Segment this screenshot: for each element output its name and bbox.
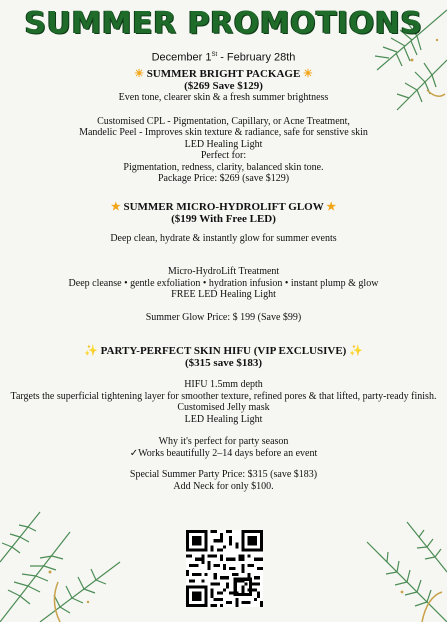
star-icon: ★ (326, 200, 337, 213)
sun-icon: ☀ (134, 68, 144, 81)
package-heading (0, 345, 447, 357)
package-detail: Micro-HydroLift Treatment (167, 266, 280, 278)
package-detail: Targets the superficial tightening layer for smoother texture, refined pores & that lifted, party-ready finish. (10, 390, 437, 402)
package-detail: Customised Jelly mask (177, 402, 270, 414)
package-price: Special Summer Party Price: $315 (save $183) (129, 469, 318, 481)
package-detail: Mandelic Peel - Improves skin texture & radiance, safe for senstive skin (79, 127, 368, 139)
package-price-line: ($315 save $183) (185, 357, 262, 370)
package-name: SUMMER MICRO-HYDROLIFT GLOW (123, 200, 324, 213)
package-tagline: Deep clean, hydrate & instantly glow for summer events (110, 232, 337, 244)
dates-end: - February 28th (217, 51, 296, 64)
package-tagline: Even tone, clearer skin & a fresh summer brightness (118, 92, 329, 104)
promotions-content (0, 50, 447, 492)
dates-suffix: St (211, 52, 218, 58)
package-micro-hydrolift (0, 201, 447, 324)
qr-code-icon (186, 530, 263, 607)
package-name: PARTY-PERFECT SKIN HIFU (VIP EXCLUSIVE) (100, 345, 347, 358)
package-price-line: ($199 With Free LED) (171, 212, 276, 225)
package-price: Package Price: $269 (save $129) (157, 173, 290, 185)
promotion-dates (0, 50, 447, 64)
package-heading (0, 68, 447, 80)
package-price: Summer Glow Price: $ 199 (Save $99) (145, 311, 302, 323)
package-why: Why it's perfect for party season (158, 436, 289, 448)
package-name: SUMMER BRIGHT PACKAGE (146, 68, 301, 81)
package-detail: Customised CPL - Pigmentation, Capillary, or Acne Treatment, (97, 115, 350, 127)
check-icon: ✓Works beautifully 2–14 days before an event (129, 447, 318, 459)
package-price-line: ($269 Save $129) (184, 80, 263, 93)
sun-icon: ☀ (303, 68, 313, 81)
package-summer-bright (0, 68, 447, 185)
package-heading (0, 201, 447, 213)
package-detail: Pigmentation, redness, clarity, balanced skin tone. (123, 161, 324, 173)
package-detail: Deep cleanse • gentle exfoliation • hydration infusion • instant plump & glow (68, 277, 379, 289)
star-icon: ★ (110, 200, 121, 213)
sparkle-icon: ✨ (349, 345, 363, 358)
pine-branch-icon (327, 482, 447, 622)
package-detail: HIFU 1.5mm depth (184, 379, 263, 391)
package-addon: Add Neck for only $100. (173, 480, 274, 492)
dates-start: December 1 (151, 51, 212, 64)
package-detail: Perfect for: (200, 150, 247, 162)
pine-branch-icon (0, 472, 140, 622)
sparkle-icon: ✨ (84, 345, 98, 358)
package-detail: LED Healing Light (184, 138, 263, 150)
package-detail: FREE LED Healing Light (171, 289, 276, 301)
package-party-hifu (0, 345, 447, 492)
package-detail: LED Healing Light (184, 413, 263, 425)
page-title: SUMMER PROMOTIONS (24, 6, 423, 41)
